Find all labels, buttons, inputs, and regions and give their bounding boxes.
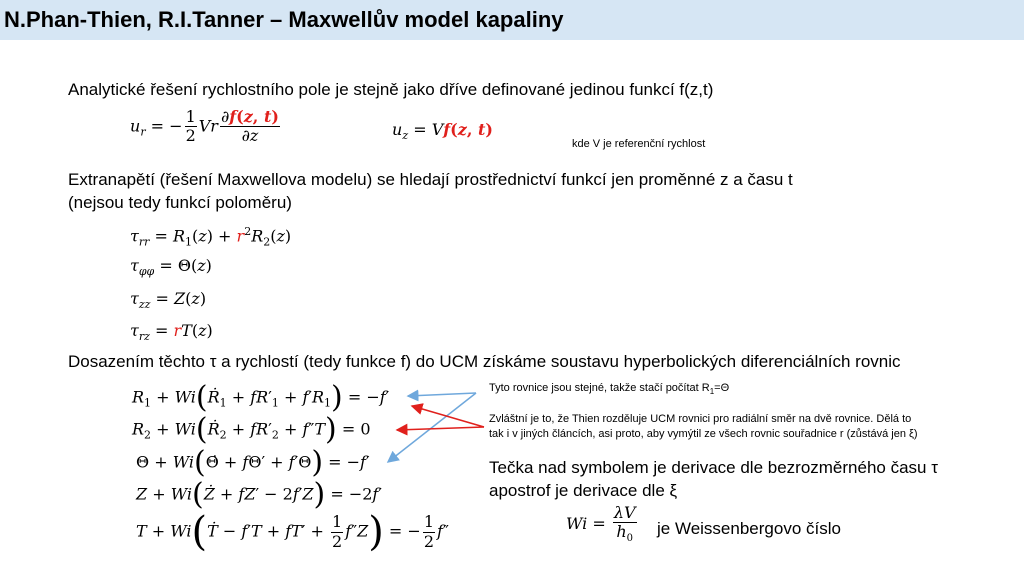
equation-tau-phiphi: $\tau_{\varphi\varphi} = \Theta(z)$	[130, 256, 212, 279]
equation-tau-rz: $\tau_{rz} = rT(z)$	[130, 321, 213, 344]
substitution-text: Dosazením těchto τ a rychlostí (tedy funkce f) do UCM získáme soustavu hyperbolických diferenciálních rovnic	[68, 352, 901, 371]
note-radial-2: tak i v jiných článcích, asi proto, aby vymýtil ze všech rovnic souřadnice r (zůstává jen ξ)	[489, 428, 918, 440]
arrow-red-to-r1	[412, 406, 484, 427]
equation-z: Z + Wi(Ż + fZ′ − 2f′Z) = −2f′	[136, 477, 382, 512]
equation-r2: $R_2$ + Wi(Ṙ$_2$ + $fR'_2 + f''T) = 0$	[132, 412, 371, 447]
equation-t: T + Wi(Ṫ − f′T + fT′ + $\frac{1}{2}$ f″Z) = − $\frac{1}{2}$ f″	[136, 509, 449, 555]
equation-ur: $u_r$ = − $\frac{1}{2}$ Vr $\frac{\partial f(z, t)}{\partial z}$	[130, 107, 279, 146]
equation-wi: Wi = $\frac{\lambda V}{h_0}$	[566, 503, 636, 545]
weissenberg-text: je Weissenbergovo číslo	[657, 519, 841, 538]
page-title: N.Phan-Thien, R.I.Tanner – Maxwellův model kapaliny	[4, 7, 564, 32]
intro-text: Analytické řešení rychlostního pole je stejně jako dříve definované jedinou funkcí f(z,t)	[68, 80, 714, 99]
note-radial-1: Zvláštní je to, že Thien rozděluje UCM rovnici pro radiální směr na dvě rovnice. Dělá to	[489, 413, 912, 425]
extrastress-text-2: (nejsou tedy funkcí poloměru)	[68, 193, 292, 212]
arrow-red-to-r2	[397, 427, 484, 430]
velocity-note: kde V je referenční rychlost	[572, 138, 706, 150]
dot-derivative-note: Tečka nad symbolem je derivace dle bezrozměrného času τ	[489, 458, 938, 477]
prime-derivative-note: apostrof je derivace dle ξ	[489, 481, 678, 500]
extrastress-text-1: Extranapětí (řešení Maxwellova modelu) se hledají prostřednictví funkcí jen proměnné z a času t	[68, 170, 793, 189]
arrow-to-r1	[408, 393, 476, 396]
equation-theta: Θ + Wi(Θ̇ + fΘ′ + f′Θ) = −f′	[136, 445, 370, 480]
equation-tau-rr: $\tau_{rr} = R_1(z) + r^2R_2(z)$	[130, 225, 292, 249]
equation-r1: $R_1$ + Wi(Ṙ$_1$ + $fR'_1 + f'R_1) = -f'$	[132, 380, 390, 415]
note-r1-theta: Tyto rovnice jsou stejné, takže stačí počítat $R_1=\Theta$	[489, 382, 730, 397]
equation-uz: $u_z = Vf(z$, t)	[392, 120, 493, 143]
equation-tau-zz: $\tau_{zz} = Z(z)$	[130, 289, 207, 312]
